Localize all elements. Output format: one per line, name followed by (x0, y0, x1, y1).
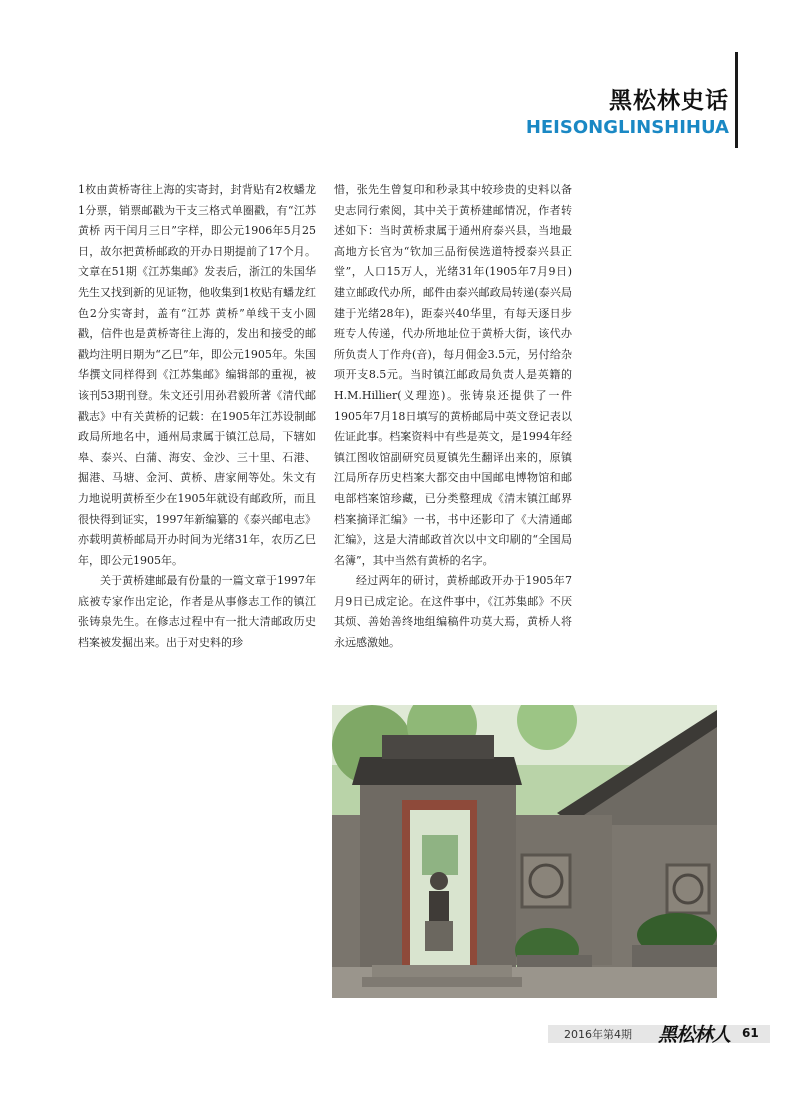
article-column-right (334, 180, 572, 654)
article-column-left (78, 180, 316, 654)
section-title: 黑松林史话 (609, 88, 729, 114)
footer-issue: 2016年第4期 (564, 1028, 632, 1041)
article-paragraph: 关于黄桥建邮最有份量的一篇文章于1997年底被专家作出定论，作者是从事修志工作的镇江张铸泉先生。在修志过程中有一批大清邮政历史档案被发掘出来。出于对史料的珍 (78, 574, 316, 650)
article-paragraph: 1枚由黄桥寄往上海的实寄封，封背贴有2枚蟠龙1分票，销票邮戳为干支三格式单圈戳，有“江苏黄桥 丙干闰月三日”字样，即公元1906年5月25日，故尔把黄桥邮政的开办日期提前了17个月。文章在51期《江苏集邮》发表后，浙江的朱国华先生又找到新的见证物，他收集到1枚贴有蟠龙红色2分实寄封，盖有“江苏 黄桥”单线干支小圆戳，信件也是黄桥寄往上海的，发出和接受的邮戳均注明日期为“乙巳”年，即公元1905年。朱国华撰文同样得到《江苏集邮》编辑部的重视，被该刊53期刊登。朱文还引用孙君毅所著《清代邮戳志》中有关黄桥的记载：在1905年江苏设制邮政局所地名中，通州局隶属于镇江总局，下辖如皋、泰兴、白蒲、海安、金沙、三十里、石港、掘港、马塘、金河、黄桥、唐家闸等处。朱文有力地说明黄桥至少在1905年就设有邮政所，而且很快得到证实，1997年新编纂的《泰兴邮电志》亦载明黄桥邮局开办时间为光绪31年，农历乙巳年，即公元1905年。 (78, 183, 316, 567)
article-paragraph: 惜，张先生曾复印和秒录其中较珍贵的史料以备史志同行索阅，其中关于黄桥建邮情况，作者转述如下：当时黄桥隶属于通州府泰兴县，当地最高地方长官为“钦加三品衔侯选道特授泰兴县正堂”，人口15万人，光绪31年(1905年7月9日)建立邮政代办所，邮件由泰兴邮政局转递(泰兴局建于光绪28年)，距泰兴40华里，有每天逐日步班专人传递，代办所地址位于黄桥大街，该代办所负责人丁作舟(音)，每月佣金3.5元，另付给杂项开支8.5元。当时镇江邮政局负责人是英籍的H.M.Hillier(义理迩)。张铸泉还提供了一件1905年7月18日填写的黄桥邮局中英文登记表以佐证此事。档案资料中有些是英文，是1994年经镇江图收馆副研究员夏镇先生翻译出来的，原镇江局所存历史档案大都交由中国邮电博物馆和邮电部档案馆珍藏，已分类整理成《清末镇江邮界档案摘译汇编》一书，书中还影印了《大清通邮汇编》，这是大清邮政首次以中文印刷的“全国局名簿”，其中当然有黄桥的名字。 (334, 183, 572, 567)
courtyard-gate-illustration (332, 705, 717, 998)
header-rule (735, 52, 738, 148)
article-paragraph: 经过两年的研讨，黄桥邮政开办于1905年7月9日已成定论。在这件事中，《江苏集邮》不厌其烦、善始善终地组编稿件功莫大焉，黄桥人将永远感激她。 (334, 574, 572, 650)
page-footer (548, 1022, 770, 1044)
page-number: 61 (742, 1026, 759, 1040)
footer-brand-logo: 黑松林人 (658, 1024, 731, 1046)
section-subtitle: HEISONGLINSHIHUA (525, 117, 729, 138)
courtyard-gate-photo (332, 705, 717, 998)
